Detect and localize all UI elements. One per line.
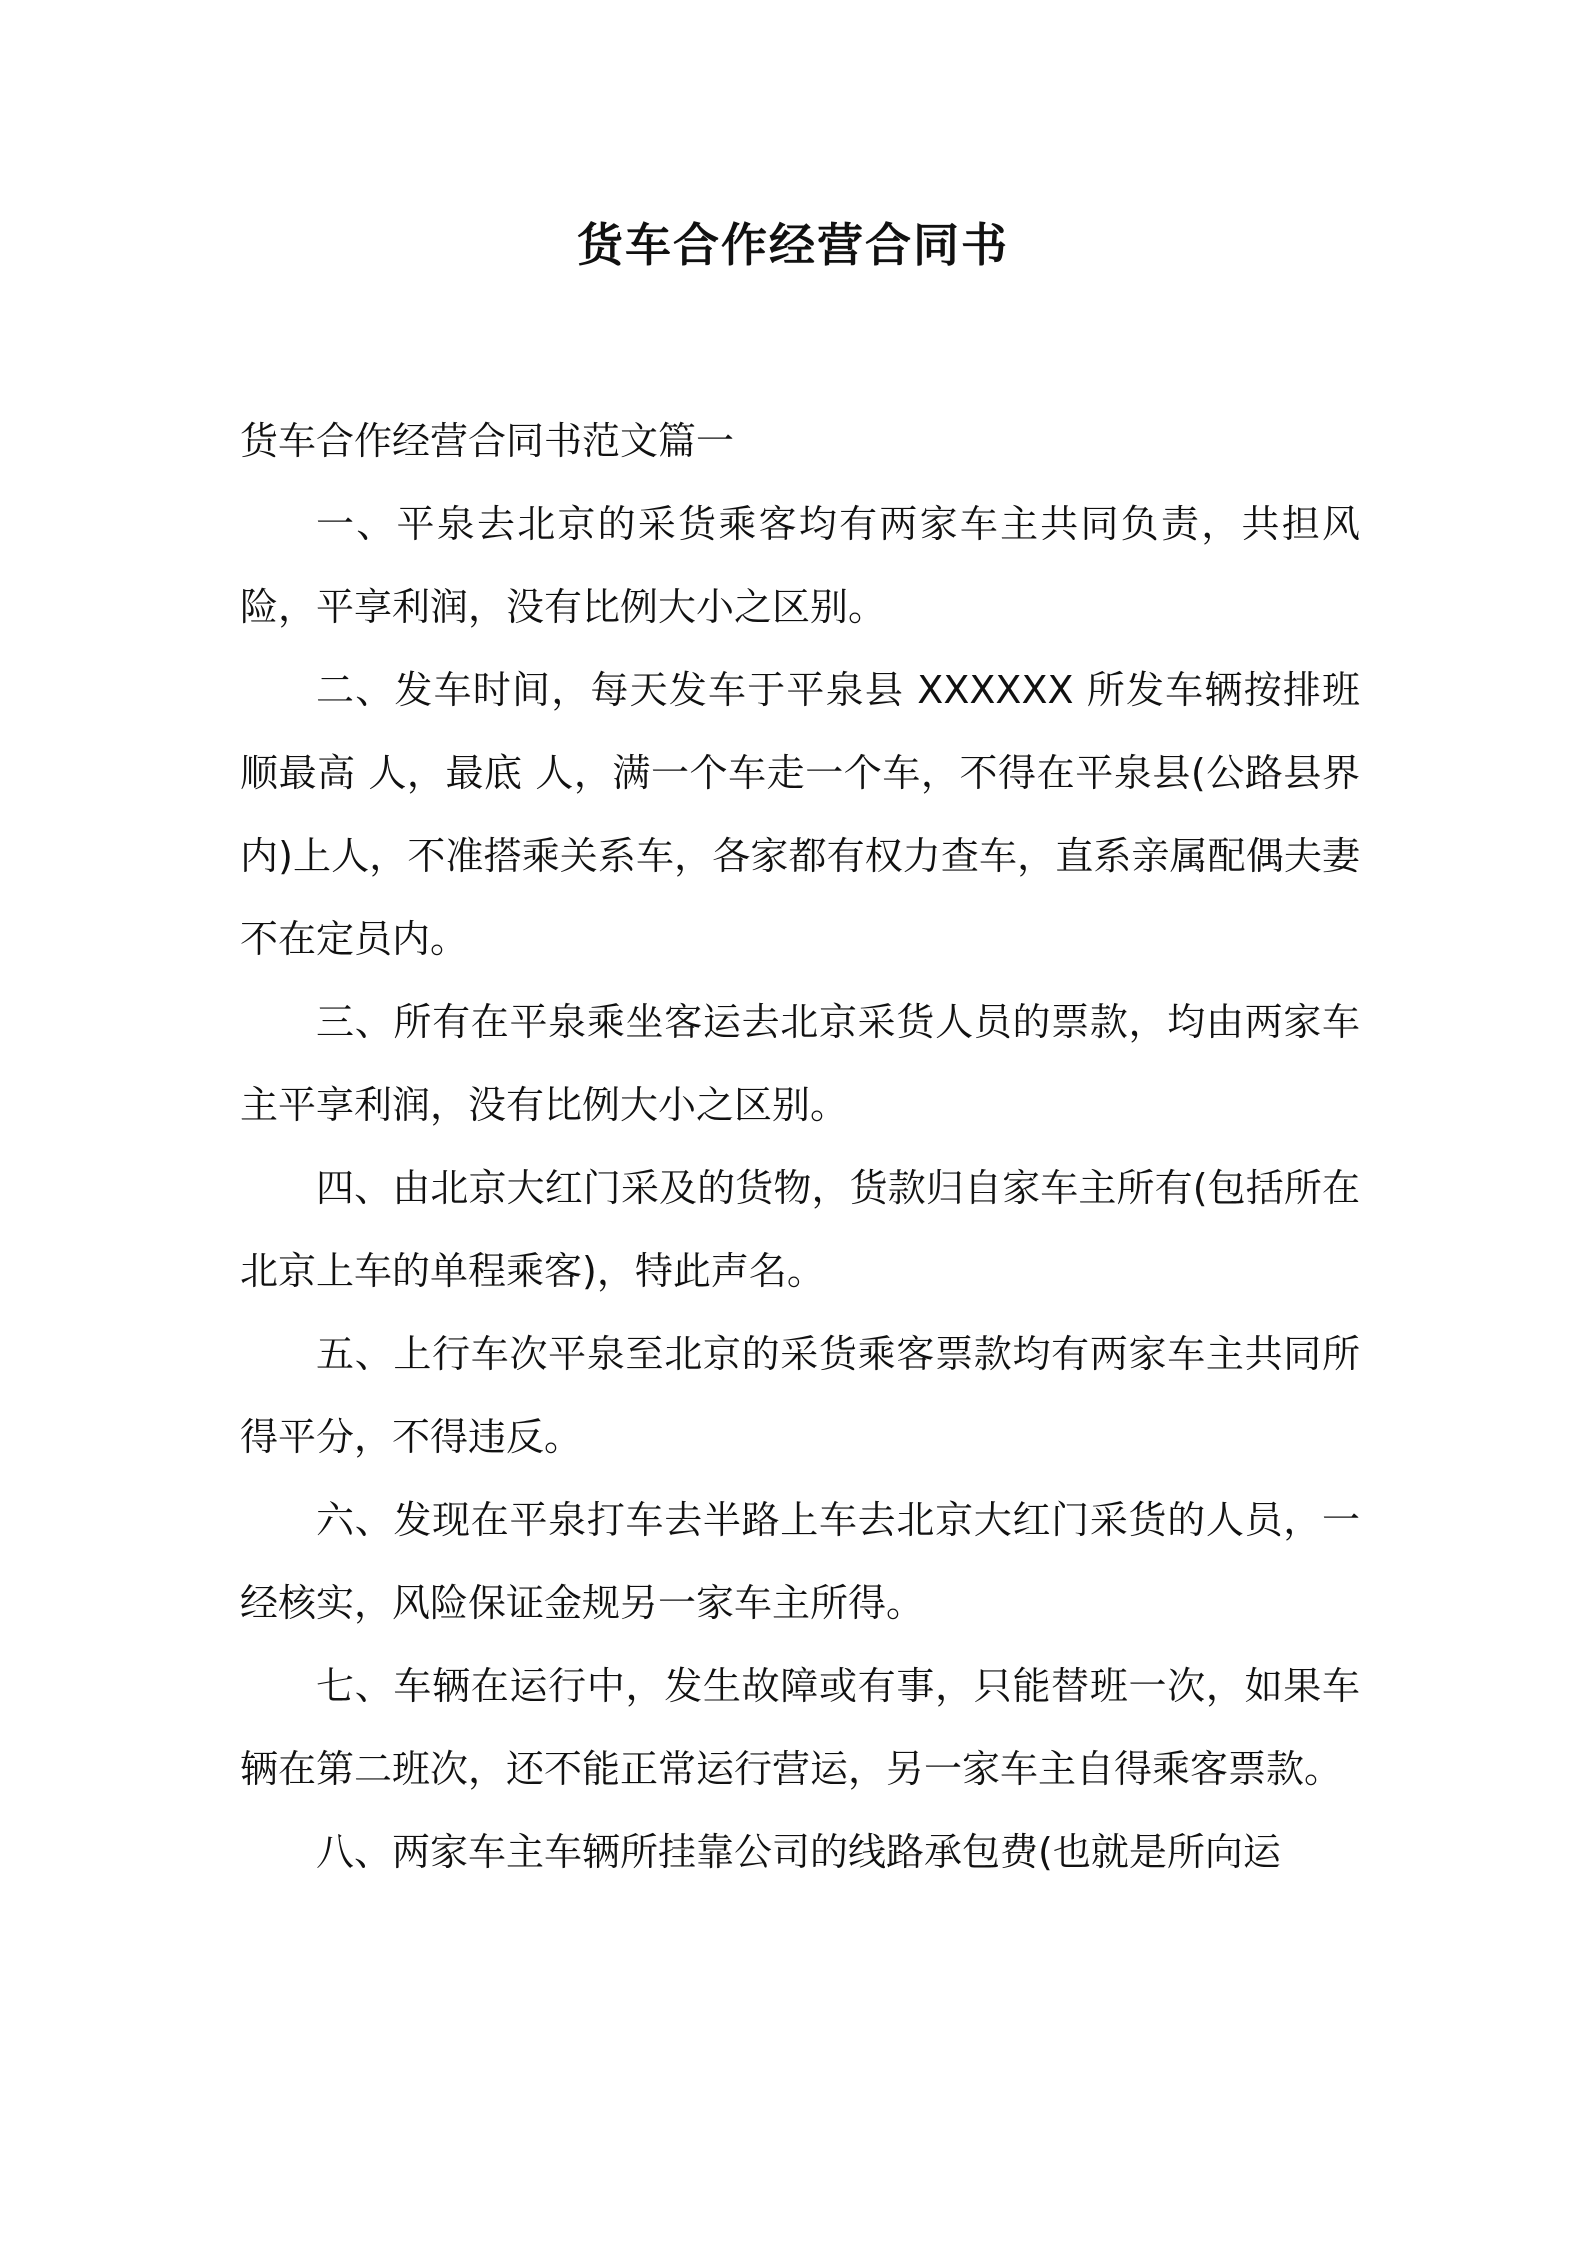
document-title: 货车合作经营合同书 — [577, 218, 1009, 272]
clause-7: 七、车辆在运行中，发生故障或有事，只能替班一次，如果车辆在第二班次，还不能正常运行营运，另一家车主自得乘客票款。 — [240, 1664, 1360, 1791]
clause-2: 二、发车时间，每天发车于平泉县 XXXXXX 所发车辆按排班顺最高 人，最底 人，满一个车走一个车，不得在平泉县(公路县界内)上人，不准搭乘关系车，各家都有权力查车，直系亲属配偶夫妻不在定员内。 — [240, 668, 1360, 961]
clause-4: 四、由北京大红门采及的货物，货款归自家车主所有(包括所在北京上车的单程乘客)，特此声名。 — [240, 1166, 1360, 1293]
clause-6: 六、发现在平泉打车去半路上车去北京大红门采货的人员，一经核实，风险保证金规另一家车主所得。 — [240, 1498, 1360, 1625]
section-subtitle: 货车合作经营合同书范文篇一 — [240, 419, 735, 463]
clause-3: 三、所有在平泉乘坐客运去北京采货人员的票款，均由两家车主平享利润，没有比例大小之区别。 — [240, 1000, 1360, 1127]
clause-5: 五、上行车次平泉至北京的采货乘客票款均有两家车主共同所得平分，不得违反。 — [240, 1332, 1360, 1459]
document-body — [240, 400, 1360, 1894]
clause-1: 一、平泉去北京的采货乘客均有两家车主共同负责，共担风险，平享利润，没有比例大小之区别。 — [240, 502, 1360, 629]
clause-8: 八、两家车主车辆所挂靠公司的线路承包费(也就是所向运 — [316, 1830, 1281, 1874]
